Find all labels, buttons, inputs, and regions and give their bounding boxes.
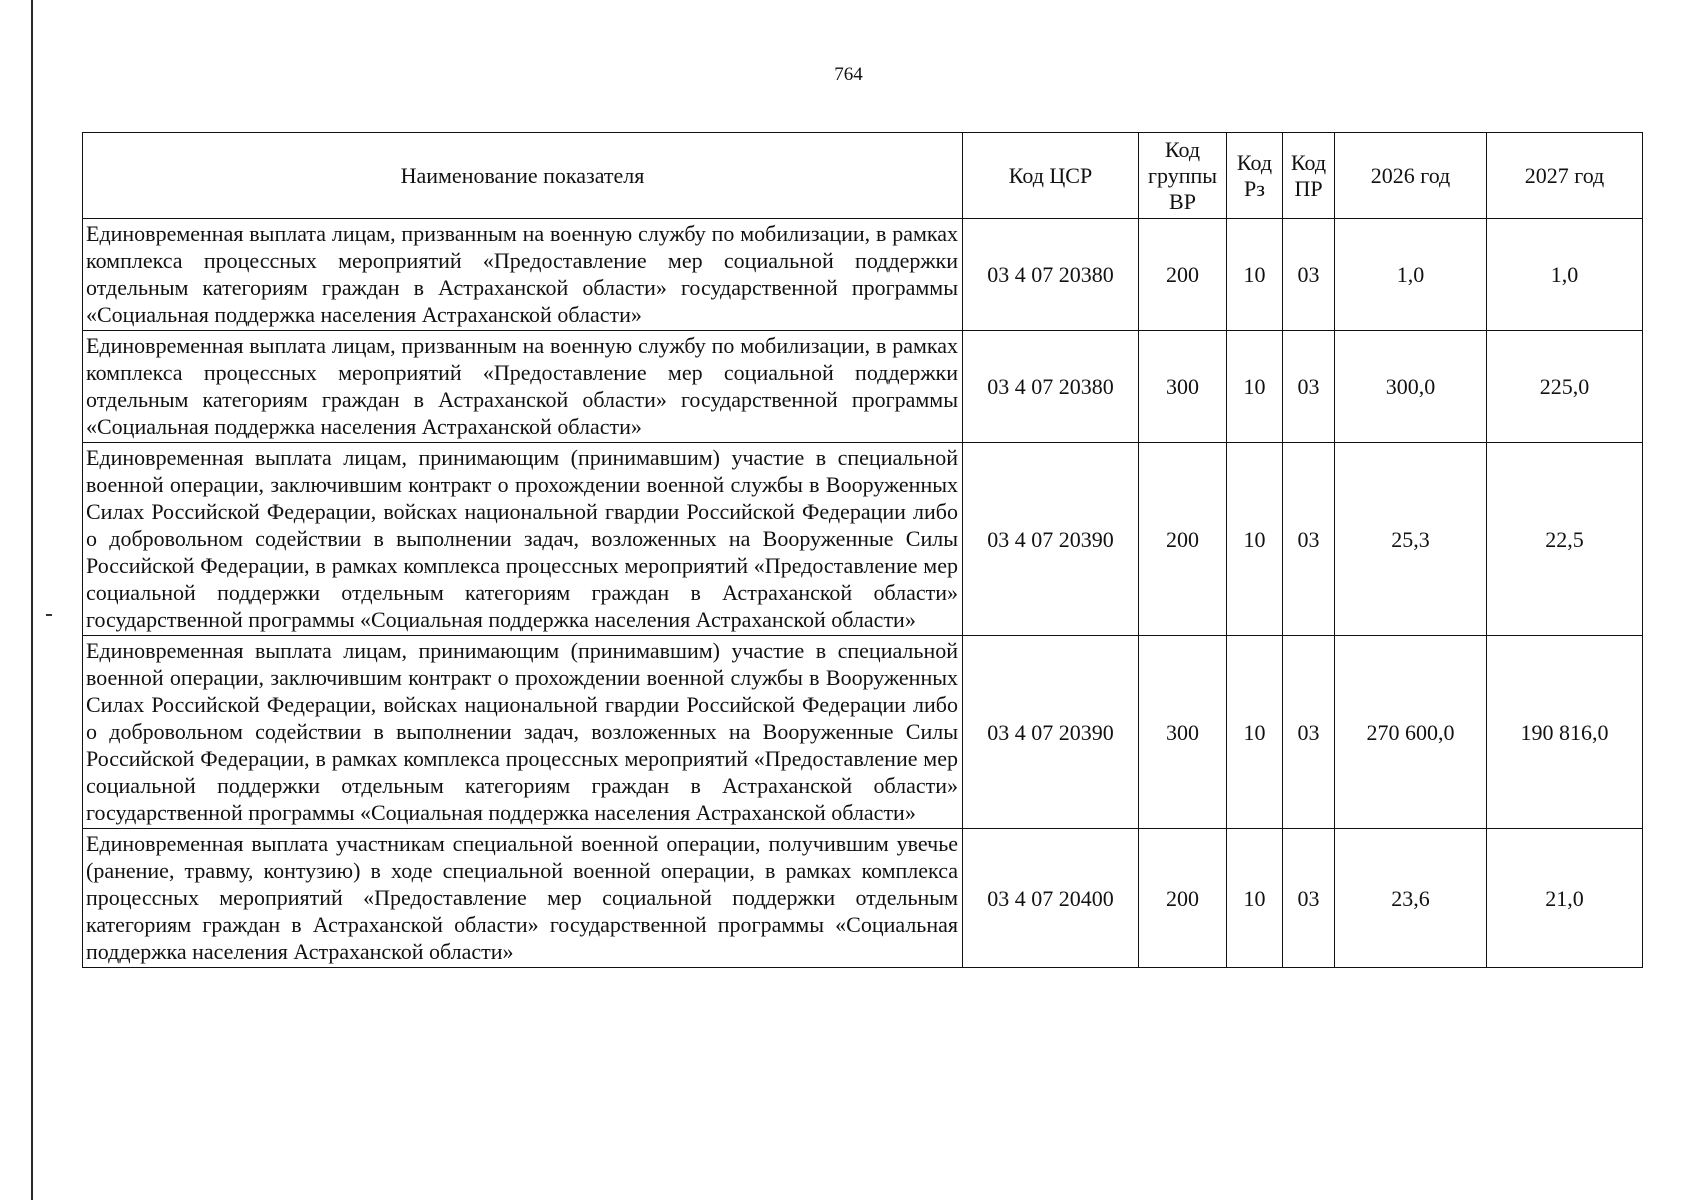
header-pr: Код ПР <box>1283 133 1335 219</box>
row-pr: 03 <box>1283 636 1335 829</box>
table-row <box>83 443 1643 636</box>
header-year-2027: 2027 год <box>1487 133 1643 219</box>
row-year-2026: 23,6 <box>1335 829 1487 968</box>
row-pr: 03 <box>1283 331 1335 443</box>
row-csr: 03 4 07 20400 <box>963 829 1139 968</box>
table-header-row <box>83 133 1643 219</box>
row-pr: 03 <box>1283 219 1335 331</box>
table-row <box>83 219 1643 331</box>
row-vr: 200 <box>1139 443 1227 636</box>
row-name: Единовременная выплата лицам, призванным на военную службу по мобилизации, в рамках комплекса процессных мероприятий «Предоставление мер социальной поддержки отдельным категориям граждан в Астраханской области» государственной программы «Социальная поддержка населения Астраханской области» <box>83 219 963 331</box>
row-pr: 03 <box>1283 443 1335 636</box>
row-vr: 300 <box>1139 331 1227 443</box>
header-rz: Код Рз <box>1227 133 1283 219</box>
row-year-2027: 1,0 <box>1487 219 1643 331</box>
row-year-2026: 300,0 <box>1335 331 1487 443</box>
row-name: Единовременная выплата лицам, принимающим (принимавшим) участие в специальной военной операции, заключившим контракт о прохождении военной службы в Вооруженных Силах Российской Федерации, войсках национальной гвардии Российской Федерации либо о добровольном содействии в выполнении задач, возложенных на Вооруженные Силы Российской Федерации, в рамках комплекса процессных мероприятий «Предоставление мер социальной поддержки отдельным категориям граждан в Астраханской области» государственной программы «Социальная поддержка населения Астраханской области» <box>83 443 963 636</box>
row-rz: 10 <box>1227 443 1283 636</box>
row-rz: 10 <box>1227 636 1283 829</box>
row-year-2027: 225,0 <box>1487 331 1643 443</box>
row-year-2026: 1,0 <box>1335 219 1487 331</box>
margin-mark <box>46 614 52 616</box>
row-vr: 200 <box>1139 829 1227 968</box>
row-name: Единовременная выплата лицам, призванным на военную службу по мобилизации, в рамках комплекса процессных мероприятий «Предоставление мер социальной поддержки отдельным категориям граждан в Астраханской области» государственной программы «Социальная поддержка населения Астраханской области» <box>83 331 963 443</box>
table-row <box>83 636 1643 829</box>
budget-table <box>82 132 1643 968</box>
row-pr: 03 <box>1283 829 1335 968</box>
row-rz: 10 <box>1227 331 1283 443</box>
row-year-2027: 190 816,0 <box>1487 636 1643 829</box>
row-name: Единовременная выплата участникам специальной военной операции, получившим увечье (ранение, травму, контузию) в ходе специальной военной операции, в рамках комплекса процессных мероприятий «Предоставление мер социальной поддержки отдельным категориям граждан в Астраханской области» государственной программы «Социальная поддержка населения Астраханской области» <box>83 829 963 968</box>
header-csr: Код ЦСР <box>963 133 1139 219</box>
header-year-2026: 2026 год <box>1335 133 1487 219</box>
row-year-2027: 22,5 <box>1487 443 1643 636</box>
page-margin-line <box>31 0 33 1200</box>
row-csr: 03 4 07 20390 <box>963 443 1139 636</box>
row-year-2027: 21,0 <box>1487 829 1643 968</box>
table-row <box>83 829 1643 968</box>
row-rz: 10 <box>1227 829 1283 968</box>
row-rz: 10 <box>1227 219 1283 331</box>
row-csr: 03 4 07 20380 <box>963 219 1139 331</box>
row-year-2026: 270 600,0 <box>1335 636 1487 829</box>
row-vr: 300 <box>1139 636 1227 829</box>
row-csr: 03 4 07 20380 <box>963 331 1139 443</box>
row-vr: 200 <box>1139 219 1227 331</box>
table-row <box>83 331 1643 443</box>
header-name: Наименование показателя <box>83 133 963 219</box>
row-year-2026: 25,3 <box>1335 443 1487 636</box>
header-vr: Код группы ВР <box>1139 133 1227 219</box>
page-number: 764 <box>834 64 863 85</box>
row-csr: 03 4 07 20390 <box>963 636 1139 829</box>
row-name: Единовременная выплата лицам, принимающим (принимавшим) участие в специальной военной операции, заключившим контракт о прохождении военной службы в Вооруженных Силах Российской Федерации, войсках национальной гвардии Российской Федерации либо о добровольном содействии в выполнении задач, возложенных на Вооруженные Силы Российской Федерации, в рамках комплекса процессных мероприятий «Предоставление мер социальной поддержки отдельным категориям граждан в Астраханской области» государственной программы «Социальная поддержка населения Астраханской области» <box>83 636 963 829</box>
